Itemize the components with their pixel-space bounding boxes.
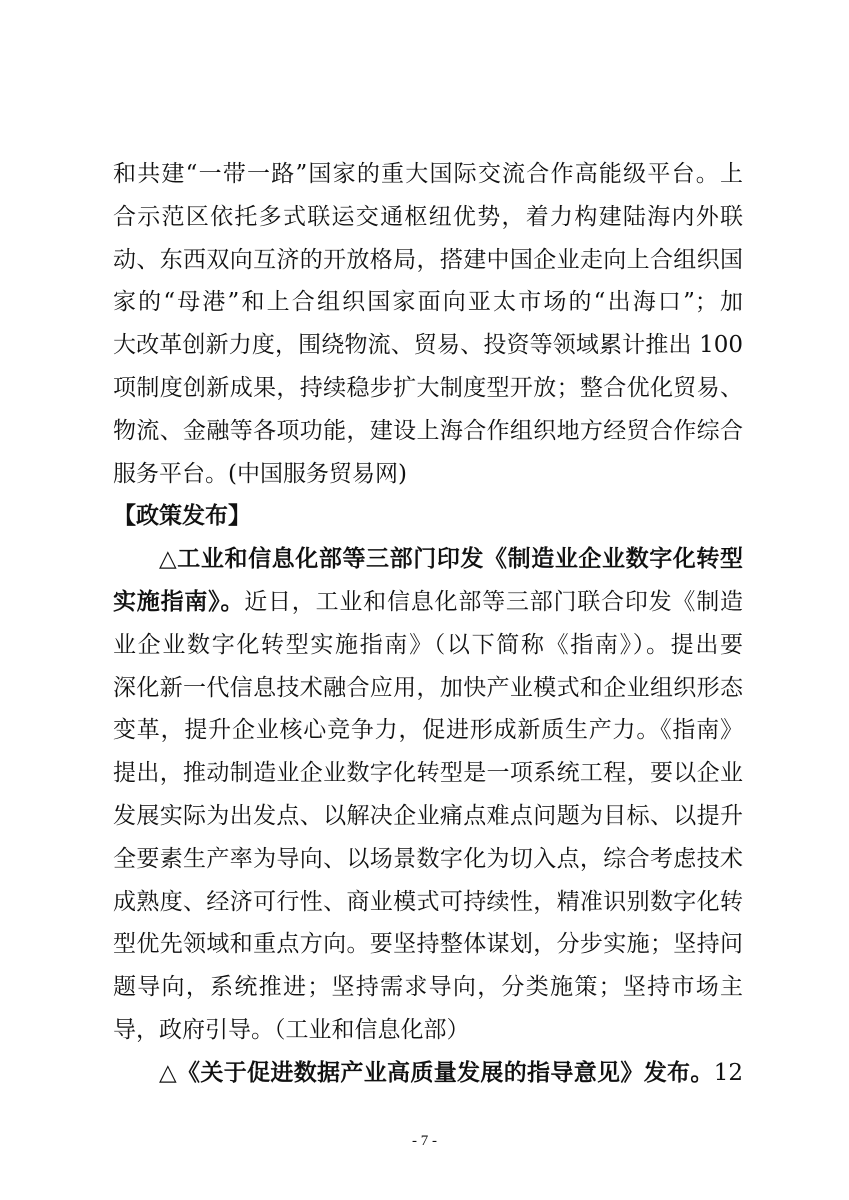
item2-title-bold: △《关于促进数据产业高质量发展的指导意见》发布。 (159, 1058, 714, 1086)
paragraph-line: 导，政府引导。（工业和信息化部） (113, 1017, 470, 1043)
paragraph-line: 型优先领域和重点方向。要坚持整体谋划，分步实施；坚持问 (113, 931, 743, 958)
paragraph-line: 大改革创新力度，围绕物流、贸易、投资等领域累计推出 100 (113, 332, 743, 359)
paragraph-line: 和共建“一带一路”国家的重大国际交流合作高能级平台。上 (113, 161, 743, 187)
paragraph-line: 全要素生产率为导向、以场景数字化为切入点，综合考虑技术 (113, 845, 743, 872)
item2-title (159, 1054, 743, 1092)
paragraph-line: 深化新一代信息技术融合应用，加快产业模式和企业组织形态 (113, 674, 743, 701)
paragraph-line: 物流、金融等各项功能，建设上海合作组织地方经贸合作综合 (113, 417, 743, 444)
item-title-line2 (113, 583, 743, 621)
section-heading: 【政策发布】 (113, 503, 251, 530)
item2-title-rest: 12 (713, 1059, 743, 1086)
item-body-start: 近日，工业和信息化部等三部门联合印发《制造 (244, 589, 743, 615)
paragraph-line: 业企业数字化转型实施指南》（以下简称《指南》）。提出要 (113, 631, 743, 658)
paragraph-line: 题导向，系统推进；坚持需求导向，分类施策；坚持市场主 (113, 974, 743, 1001)
paragraph-line: 项制度创新成果，持续稳步扩大制度型开放；整合优化贸易、 (113, 375, 743, 401)
item-title-tail: 实施指南》。 (113, 588, 245, 615)
paragraph-line: 发展实际为出发点、以解决企业痛点难点问题为目标、以提升 (113, 803, 743, 829)
paragraph-line: 合示范区依托多式联运交通枢纽优势，着力构建陆海内外联 (113, 203, 743, 230)
item-title: △工业和信息化部等三部门印发《制造业企业数字化转型 (159, 545, 743, 573)
paragraph-line: 家的“母港”和上合组织国家面向亚太市场的“出海口”；加 (113, 289, 743, 316)
page-number: - 7 - (412, 1133, 437, 1149)
paragraph-line: 成熟度、经济可行性、商业模式可持续性，精准识别数字化转 (113, 888, 743, 915)
paragraph-line: 变革，提升企业核心竞争力，促进形成新质生产力。《指南》 (113, 717, 743, 744)
paragraph-line: 服务平台。(中国服务贸易网) (113, 460, 407, 487)
paragraph-line: 提出，推动制造业企业数字化转型是一项系统工程，要以企业 (113, 760, 743, 787)
paragraph-line: 动、东西双向互济的开放格局，搭建中国企业走向上合组织国 (113, 246, 743, 273)
